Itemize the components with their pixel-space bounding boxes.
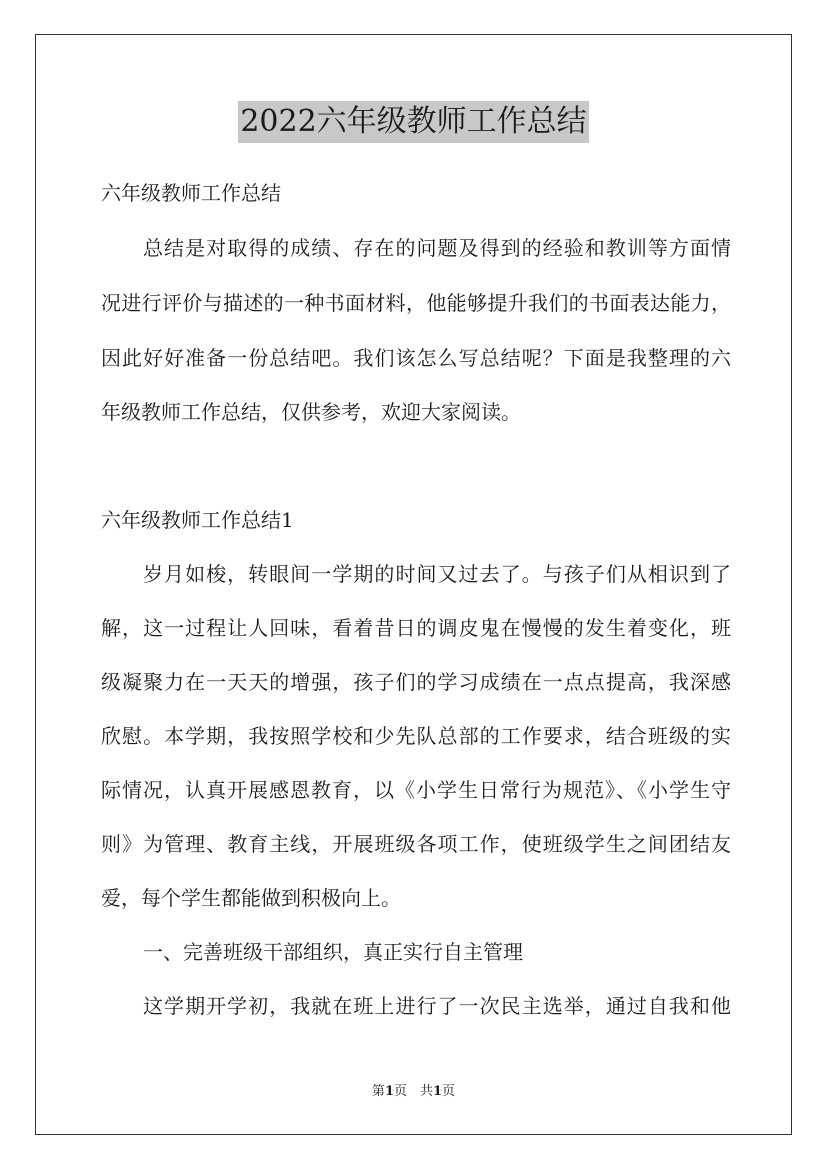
section1-line-4: 欣慰。本学期，我按照学校和少先队总部的工作要求，结合班级的实 bbox=[101, 724, 731, 748]
section1-heading: 六年级教师工作总结1 bbox=[101, 508, 294, 532]
section1-line-7: 爱，每个学生都能做到积极向上。 bbox=[101, 886, 401, 910]
section1-p2-line-1: 这学期开学初，我就在班上进行了一次民主选举，通过自我和他 bbox=[143, 994, 731, 1018]
section1-line-5: 际情况，认真开展感恩教育，以《小学生日常行为规范》、《小学生守 bbox=[101, 778, 731, 802]
subheading-1: 一、完善班级干部组织，真正实行自主管理 bbox=[143, 940, 523, 964]
intro-line-1: 总结是对取得的成绩、存在的问题及得到的经验和教训等方面情 bbox=[143, 236, 731, 260]
footer-mid: 页 共 bbox=[393, 1084, 433, 1099]
intro-line-3: 因此好好准备一份总结吧。我们该怎么写总结呢？下面是我整理的六 bbox=[101, 346, 731, 370]
section1-line-6: 则》为管理、教育主线，开展班级各项工作，使班级学生之间团结友 bbox=[101, 832, 731, 856]
footer-suffix: 页 bbox=[442, 1084, 456, 1099]
intro-line-4: 年级教师工作总结，仅供参考，欢迎大家阅读。 bbox=[101, 400, 521, 424]
footer-page-total: 1 bbox=[433, 1084, 443, 1099]
footer-page-current: 1 bbox=[384, 1084, 394, 1099]
page-footer bbox=[0, 1083, 827, 1101]
title-container bbox=[0, 101, 827, 143]
intro-heading: 六年级教师工作总结 bbox=[101, 181, 281, 205]
document-title: 2022六年级教师工作总结 bbox=[238, 101, 588, 143]
section1-line-3: 级凝聚力在一天天的增强，孩子们的学习成绩在一点点提高，我深感 bbox=[101, 670, 731, 694]
section1-line-2: 解，这一过程让人回味，看着昔日的调皮鬼在慢慢的发生着变化，班 bbox=[101, 616, 731, 640]
footer-prefix: 第 bbox=[371, 1084, 385, 1099]
intro-line-2: 况进行评价与描述的一种书面材料，他能够提升我们的书面表达能力， bbox=[101, 291, 731, 315]
section1-line-1: 岁月如梭，转眼间一学期的时间又过去了。与孩子们从相识到了 bbox=[143, 562, 731, 586]
